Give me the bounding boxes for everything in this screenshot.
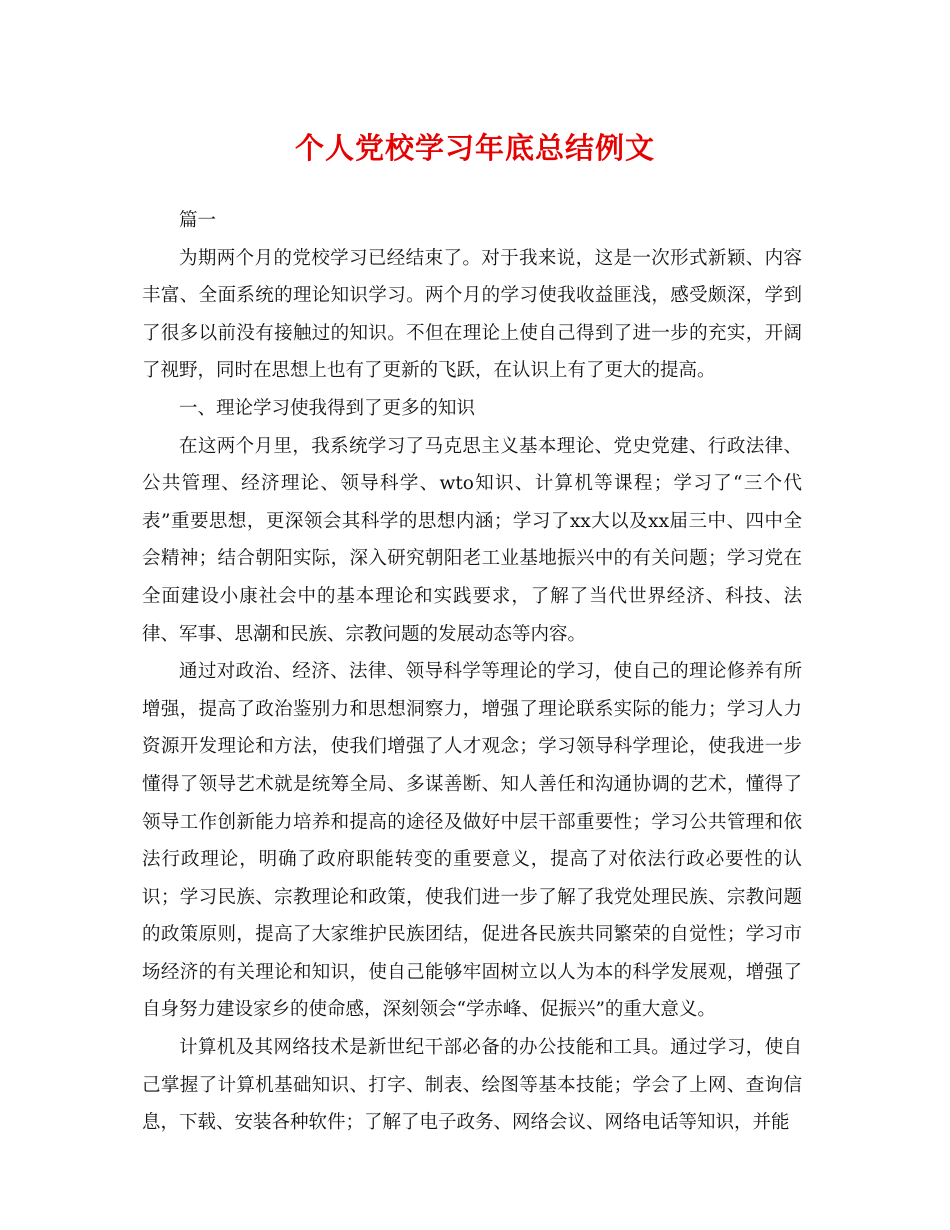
document-title: 个人党校学习年底总结例文 — [294, 131, 655, 165]
section-label: 篇一 — [179, 210, 217, 231]
body-paragraph: 计算机及其网络技术是新世纪干部必备的办公技能和工具。通过学习，使自己掌握了计算机基础知识、打字、制表、绘图等基本技能；学会了上网、查询信息，下载、安装各种软件；了解了电子政务、网络会议、网络电话等知识，并能 — [142, 1037, 802, 1134]
document-body — [142, 202, 802, 1142]
section-heading: 一、理论学习使我得到了更多的知识 — [179, 397, 476, 419]
body-paragraph: 在这两个月里，我系统学习了马克思主义基本理论、党史党建、行政法律、公共管理、经济理论、领导科学、wto知识、计算机等课程；学习了“三个代表”重要思想，更深领会其科学的思想内涵；学习了xx大以及xx届三中、四中全会精神；结合朝阳实际，深入研究朝阳老工业基地振兴中的有关问题；学习党在全面建设小康社会中的基本理论和实践要求，了解了当代世界经济、科技、法律、军事、思潮和民族、宗教问题的发展动态等内容。 — [142, 435, 802, 645]
body-paragraph: 通过对政治、经济、法律、领导科学等理论的学习，使自己的理论修养有所增强，提高了政治鉴别力和思想洞察力，增强了理论联系实际的能力；学习人力资源开发理论和方法，使我们增强了人才观念；学习领导科学理论，使我进一步懂得了领导艺术就是统筹全局、多谋善断、知人善任和沟通协调的艺术，懂得了领导工作创新能力培养和提高的途径及做好中层干部重要性；学习公共管理和依法行政理论，明确了政府职能转变的重要意义，提高了对依法行政必要性的认识；学习民族、宗教理论和政策，使我们进一步了解了我党处理民族、宗教问题的政策原则，提高了大家维护民族团结，促进各民族共同繁荣的自觉性；学习市场经济的有关理论和知识，使自己能够牢固树立以人为本的科学发展观，增强了自身努力建设家乡的使命感，深刻领会“学赤峰、促振兴”的重大意义。 — [142, 661, 802, 1021]
body-paragraph: 为期两个月的党校学习已经结束了。对于我来说，这是一次形式新颖、内容丰富、全面系统的理论知识学习。两个月的学习使我收益匪浅，感受颇深，学到了很多以前没有接触过的知识。不但在理论上使自己得到了进一步的充实，开阔了视野，同时在思想上也有了更新的飞跃，在认识上有了更大的提高。 — [142, 247, 802, 382]
